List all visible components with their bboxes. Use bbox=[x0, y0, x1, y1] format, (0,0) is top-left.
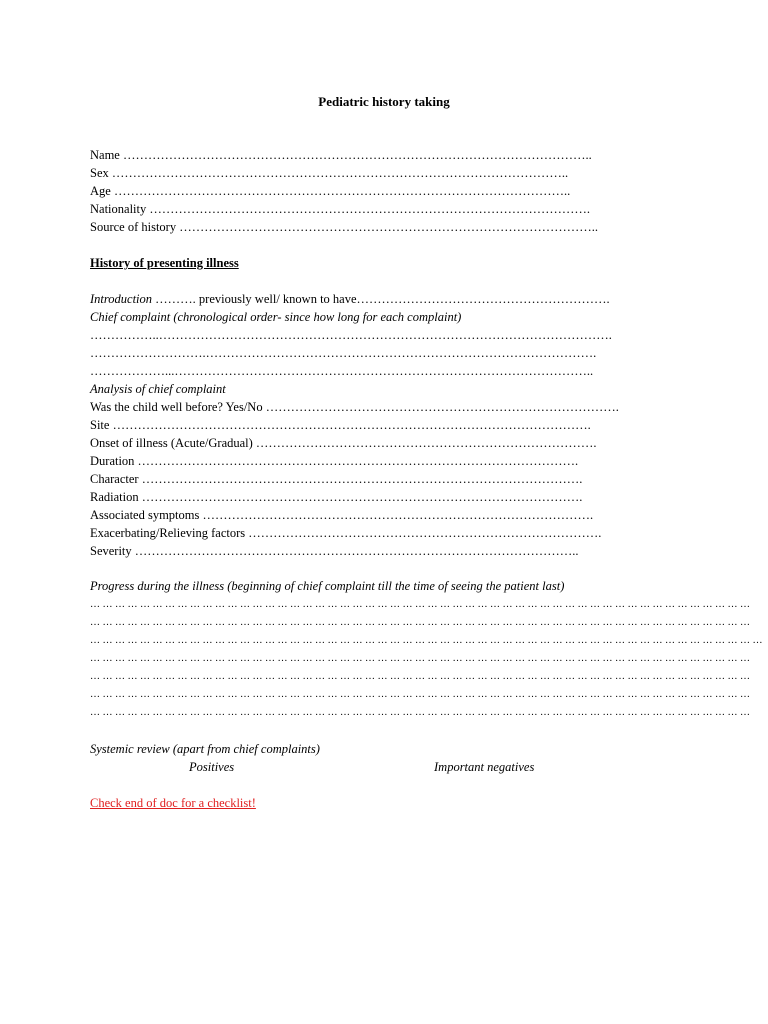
hpi-heading: History of presenting illness bbox=[90, 256, 239, 270]
analysis-onset: Onset of illness (Acute/Gradual) ………………………………………………………………………. bbox=[90, 436, 597, 450]
field-source-of-history: Source of history ……………………………………………………………………………………….. bbox=[90, 220, 598, 234]
progress-line-1: … … … … … … … … … … … … … … … … … … … … … … … … … … … … … … … … … … … … … … … … … … … … … … … … … … … … … bbox=[90, 599, 750, 610]
field-nationality: Nationality ……………………………………………………………………………………………. bbox=[90, 202, 590, 216]
introduction-text: ………. previously well/ known to have……………………………………………………. bbox=[152, 292, 610, 306]
progress-line-6: … … … … … … … … … … … … … … … … … … … … … … … … … … … … … … … … … … … … … … … … … … … … … … … … … … … … … bbox=[90, 689, 750, 700]
analysis-exacerbating-relieving: Exacerbating/Relieving factors …………………………………………………………………………. bbox=[90, 526, 602, 540]
field-age: Age ……………………………………………………………………………………………….. bbox=[90, 184, 571, 198]
analysis-heading: Analysis of chief complaint bbox=[90, 382, 226, 396]
cc-line-3: ………………...……………………………………………………………………………………….. bbox=[90, 364, 594, 378]
analysis-severity: Severity …………………………………………………………………………………………….. bbox=[90, 544, 579, 558]
checklist-link-line bbox=[90, 794, 256, 812]
cc-line-1: ……………..………………………………………………………………………………………………. bbox=[90, 328, 612, 342]
analysis-radiation: Radiation ……………………………………………………………………………………………. bbox=[90, 490, 583, 504]
analysis-well-before: Was the child well before? Yes/No …………………………………………………………………………. bbox=[90, 400, 619, 414]
progress-line-7: … … … … … … … … … … … … … … … … … … … … … … … … … … … … … … … … … … … … … … … … … … … … … … … … … … … … … bbox=[90, 707, 750, 718]
checklist-link[interactable]: Check end of doc for a checklist! bbox=[90, 796, 256, 810]
field-name: Name ………………………………………………………………………………………………….. bbox=[90, 148, 592, 162]
analysis-associated-symptoms: Associated symptoms …………………………………………………………………………………. bbox=[90, 508, 594, 522]
chief-complaint-heading: Chief complaint (chronological order- since how long for each complaint) bbox=[90, 310, 462, 324]
field-sex: Sex ……………………………………………………………………………………………….. bbox=[90, 166, 569, 180]
introduction-line bbox=[90, 290, 690, 308]
analysis-site: Site ……………………………………………………………………………………………………. bbox=[90, 418, 591, 432]
progress-line-2: … … … … … … … … … … … … … … … … … … … … … … … … … … … … … … … … … … … … … … … … … … … … … … … … … … … … … bbox=[90, 617, 750, 628]
cc-line-2: ……………………….…………………………………………………………………………………. bbox=[90, 346, 597, 360]
page-title: Pediatric history taking bbox=[318, 94, 450, 109]
important-negatives-label: Important negatives bbox=[434, 760, 535, 774]
positives-label: Positives bbox=[189, 760, 235, 774]
introduction-label: Introduction bbox=[90, 292, 153, 306]
systemic-review-heading: Systemic review (apart from chief complaints) bbox=[90, 742, 320, 756]
progress-line-5: … … … … … … … … … … … … … … … … … … … … … … … … … … … … … … … … … … … … … … … … … … … … … … … … … … … … … bbox=[90, 671, 750, 682]
progress-line-3: … … … … … … … … … … … … … … … … … … … … … … … … … … … … … … … … … … … … … … … … … … … … … … … … … … … … … … bbox=[90, 635, 763, 646]
analysis-character: Character ……………………………………………………………………………………………. bbox=[90, 472, 583, 486]
analysis-duration: Duration ……………………………………………………………………………………………. bbox=[90, 454, 579, 468]
progress-line-4: … … … … … … … … … … … … … … … … … … … … … … … … … … … … … … … … … … … … … … … … … … … … … … … … … … … … … bbox=[90, 653, 750, 664]
progress-heading: Progress during the illness (beginning of chief complaint till the time of seeing the patient last) bbox=[90, 579, 565, 593]
